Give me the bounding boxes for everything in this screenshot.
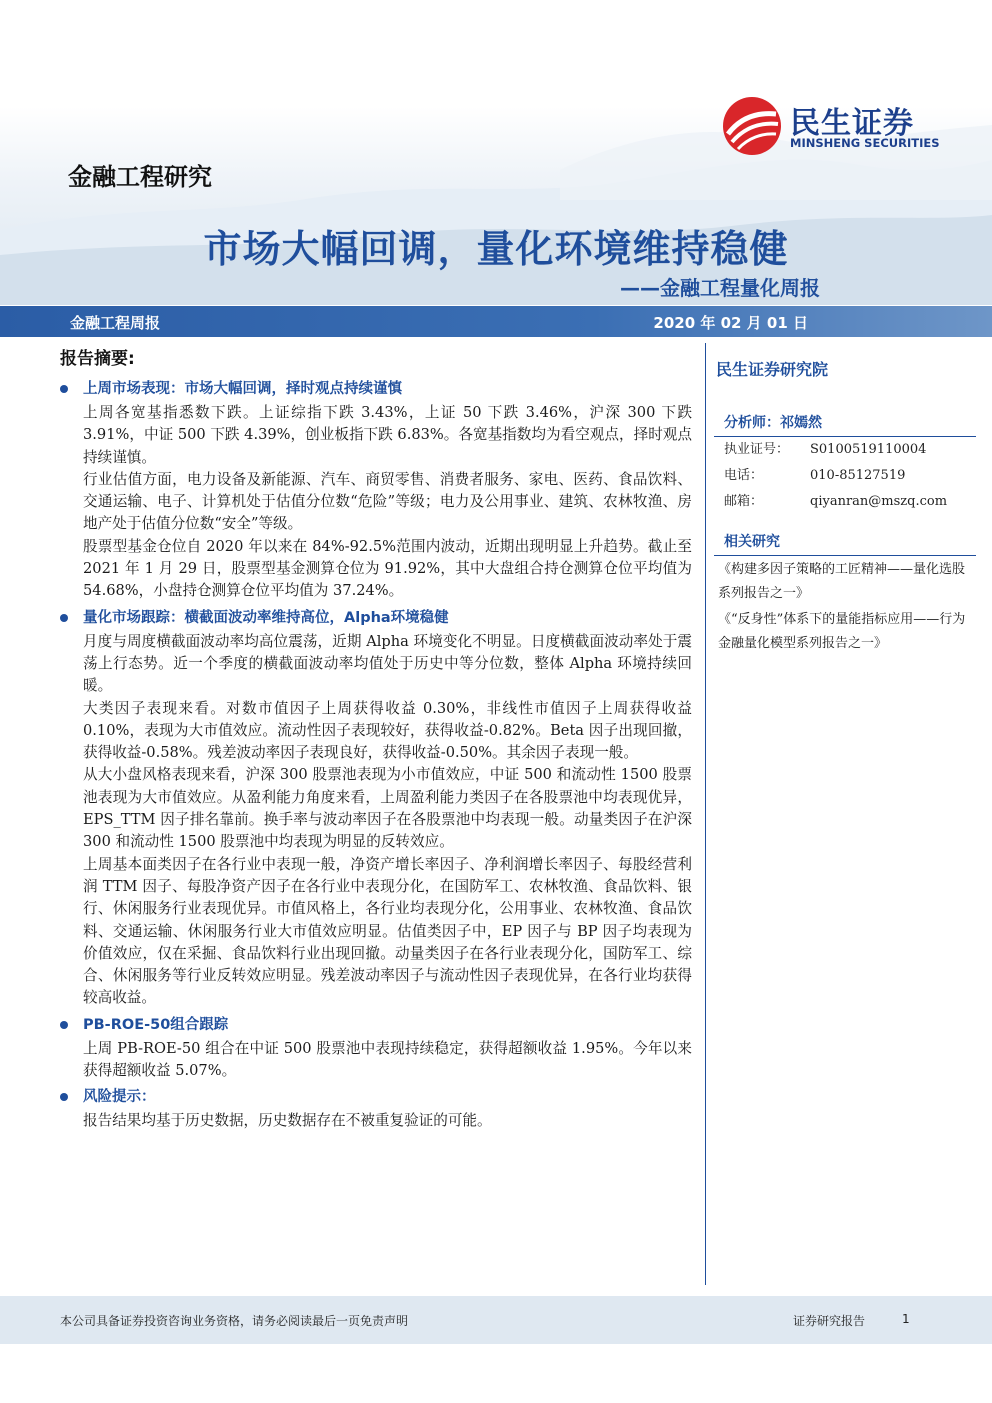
related-item[interactable]: 《“反身性”体系下的量能指标应用——行为金融量化模型系列报告之一》 <box>718 612 966 651</box>
related-research-heading: 相关研究 <box>714 529 976 556</box>
report-type-bar <box>0 306 992 337</box>
bullet-icon <box>60 614 68 622</box>
paragraph: 上周各宽基指悉数下跌。上证综指下跌 3.43%，上证 50 下跌 3.46%，沪深 300 下跌 3.91%，中证 500 下跌 4.39%，创业板指下跌 6.83%。各宽基指数均为看空观点，择时观点持续谨慎。 <box>83 404 692 466</box>
bullet-icon <box>60 385 68 393</box>
summary-title: 报告摘要: <box>60 349 135 369</box>
paragraph: 股票型基金仓位自 2020 年以来在 84%-92.5%范围内波动，近期出现明显上升趋势。截止至 2021 年 1 月 29 日，股票型基金测算仓位为 91.92%，其中大盘组合持仓测算仓位平均值为 54.68%，小盘持仓测算仓位平均值为 37.24%。 <box>83 537 692 600</box>
analyst-name: 分析师：祁嫣然 <box>714 410 976 437</box>
summary-section <box>60 605 692 1010</box>
summary-section <box>60 376 692 603</box>
summary-body <box>60 376 692 1135</box>
report-title: 市场大幅回调，量化环境维持稳健 <box>203 227 789 271</box>
paragraph: 行业估值方面，电力设备及新能源、汽车、商贸零售、消费者服务、家电、医药、食品饮料、交通运输、电子、计算机处于估值分位数“危险”等级；电力及公用事业、建筑、农林牧渔、房地产处于估值分位数“安全”等级。 <box>83 470 692 533</box>
company-logo <box>722 96 962 156</box>
summary-section <box>60 1012 692 1083</box>
paragraph: 报告结果均基于历史数据，历史数据存在不被重复验证的可能。 <box>83 1112 492 1130</box>
related-research <box>714 529 976 656</box>
analyst-info <box>714 410 976 515</box>
footer-report-type: 证券研究报告 <box>793 1314 866 1328</box>
column-divider <box>705 343 706 1285</box>
license-row: 执业证号： S0100519110004 <box>724 442 927 457</box>
paragraph: 月度与周度横截面波动率均高位震荡，近期 Alpha 环境变化不明显。日度横截面波动率处于震荡上行态势。近一个季度的横截面波动率均值处于历史中等分位数，整体 Alpha 环境持续回暖。 <box>83 632 692 695</box>
email-row: 邮箱： qiyanran@mszq.com <box>714 489 976 515</box>
paragraph: 上周基本面类因子在各行业中表现一般，净资产增长率因子、净利润增长率因子、每股经营利润 TTM 因子、每股净资产因子在各行业中表现分化，在国防军工、农林牧渔、食品饮料、银行、休闲服务行业表现优异。市值风格上，各行业均表现分化，公用事业、农林牧渔、食品饮料、交通运输、休闲服务行业大市值效应明显。估值类因子中，EP 因子与 BP 因子均表现为价值效应，仅在采掘、食品饮料行业出现回撤。动量类因子在各行业表现分化，国防军工、综合、休闲服务等行业反转效应明显。残差波动率因子与流动性因子表现优异，在各行业均获得较高收益。 <box>83 855 692 1007</box>
bullet-icon <box>60 1093 68 1101</box>
section-heading: 上周市场表现：市场大幅回调，择时观点持续谨慎 <box>60 376 692 402</box>
report-subtitle: ——金融工程量化周报 <box>620 276 820 300</box>
report-date: 2020 年 02 月 01 日 <box>653 314 808 332</box>
page-number: 1 <box>902 1312 910 1326</box>
footer-disclaimer: 本公司具备证券投资咨询业务资格，请务必阅读最后一页免责声明 <box>60 1314 409 1328</box>
section-heading: 量化市场跟踪：横截面波动率维持高位，Alpha环境稳健 <box>60 605 692 631</box>
report-type-label: 金融工程周报 <box>70 314 161 332</box>
section-heading: 风险提示： <box>60 1084 692 1110</box>
sidebar <box>714 356 976 656</box>
bullet-icon <box>60 1021 68 1029</box>
logo-en-text: MINSHENG SECURITIES <box>790 136 940 150</box>
paragraph: 大类因子表现来看。对数市值因子上周获得收益 0.30%，非线性市值因子上周获得收益 0.10%，表现为大市值效应。流动性因子表现较好，获得收益-0.82%。Beta 因子出现回撤，获得收益-0.58%。残差波动率因子表现良好，获得收益-0.50%。其余因子表现一般。 <box>83 699 692 762</box>
logo-cn-text: 民生证券 <box>790 106 914 141</box>
report-category: 金融工程研究 <box>68 163 212 191</box>
summary-section <box>60 1084 692 1132</box>
related-item[interactable]: 《构建多因子策略的工匠精神——量化选股系列报告之一》 <box>718 562 966 601</box>
institute-name: 民生证券研究院 <box>716 360 829 379</box>
logo-mark-icon <box>722 96 782 156</box>
page-footer <box>0 1296 992 1344</box>
email-link[interactable]: qiyanran@mszq.com <box>810 494 948 509</box>
phone-row: 电话： 010-85127519 <box>724 468 906 483</box>
section-heading: PB-ROE-50组合跟踪 <box>60 1012 692 1038</box>
paragraph: 上周 PB-ROE-50 组合在中证 500 股票池中表现持续稳定，获得超额收益 1.95%。今年以来获得超额收益 5.07%。 <box>83 1039 692 1080</box>
paragraph: 从大小盘风格表现来看，沪深 300 股票池表现为小市值效应，中证 500 和流动性 1500 股票池表现为大市值效应。从盈利能力角度来看，上周盈利能力类因子在各股票池中均表现优异，EPS_TTM 因子排名靠前。换手率与波动率因子在各股票池中均表现一般。动量类因子在沪深 300 和流动性 1500 股票池中均表现为明显的反转效应。 <box>83 766 692 851</box>
